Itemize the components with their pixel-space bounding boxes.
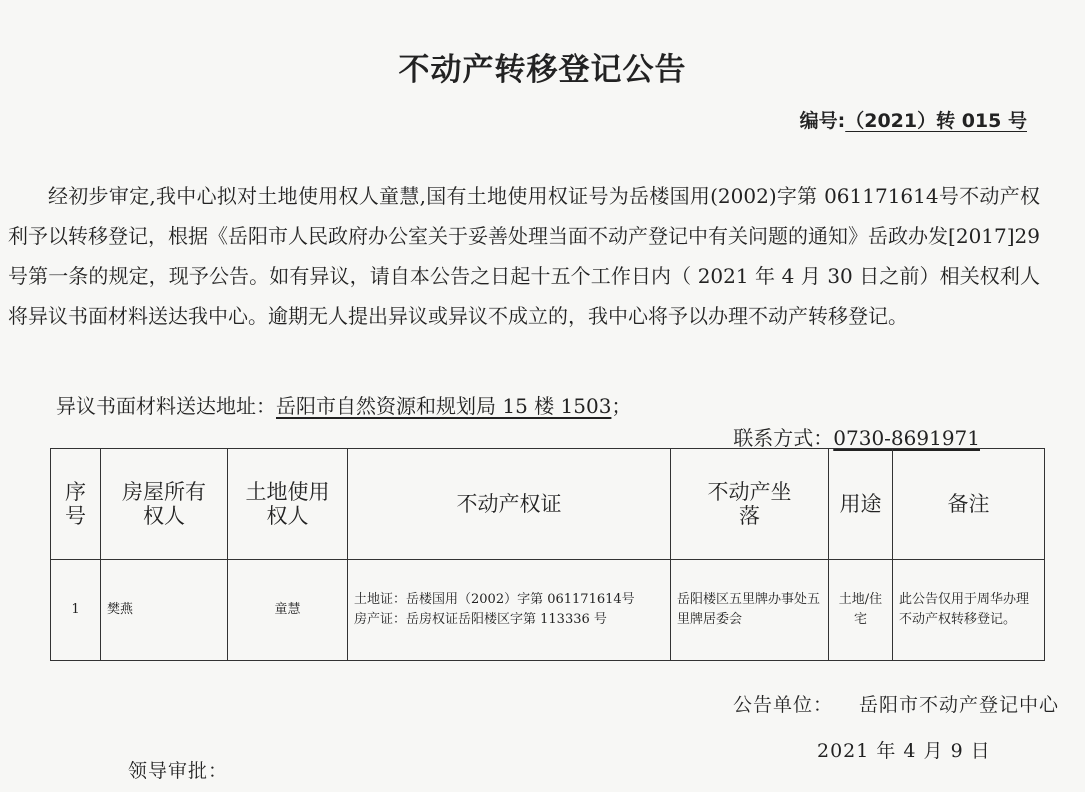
- cell-owner: 樊燕: [101, 560, 228, 661]
- table-row: [51, 560, 1045, 661]
- cell-seq: 1: [51, 560, 101, 661]
- page-title: 不动产转移登记公告: [398, 52, 687, 88]
- document-number-label: 编号:: [799, 110, 846, 132]
- objection-address: [56, 390, 631, 422]
- cell-cert: [348, 560, 671, 661]
- address-value: 岳阳市自然资源和规划局 15 楼 1503: [276, 394, 612, 418]
- cell-remark: 此公告仅用于周华办理不动产权转移登记。: [893, 560, 1045, 661]
- header-cert: 不动产权证: [348, 449, 671, 560]
- notice-body: [8, 176, 1040, 336]
- header-remark: 备注: [893, 449, 1045, 560]
- registration-table: [50, 448, 1045, 661]
- unit-label: 公告单位：: [733, 694, 834, 716]
- header-land-user: 土地使用权人: [228, 449, 348, 560]
- leader-approval-label: 领导审批：: [128, 760, 229, 782]
- address-label: 异议书面材料送达地址：: [56, 394, 276, 418]
- cell-land-user: 童慧: [228, 560, 348, 661]
- cell-usage: 土地/住宅: [829, 560, 893, 661]
- address-end: ；: [611, 394, 632, 418]
- cert-house: 房产证：岳房权证岳阳楼区字第 113336 号: [354, 612, 607, 627]
- table-header-row: [51, 449, 1045, 560]
- notice-date: 2021 年 4 月 9 日: [817, 740, 991, 762]
- header-location: 不动产坐落: [671, 449, 829, 560]
- cert-land: 土地证：岳楼国用（2002）字第 061171614号: [354, 592, 635, 607]
- unit-value: 岳阳市不动产登记中心: [859, 694, 1060, 716]
- header-usage: 用途: [829, 449, 893, 560]
- issuing-unit: [733, 690, 1059, 717]
- header-owner: 房屋所有权人: [101, 449, 228, 560]
- document-number-value: （2021）转 015 号: [845, 110, 1027, 132]
- header-seq: 序号: [51, 449, 101, 560]
- cell-location: 岳阳楼区五里牌办事处五里牌居委会: [671, 560, 829, 661]
- document-number: [800, 106, 1027, 133]
- contact-label: 联系方式：: [733, 426, 834, 450]
- contact-phone: 0730-8691971: [833, 426, 980, 450]
- notice-paragraph: 经初步审定,我中心拟对土地使用权人童慧,国有土地使用权证号为岳楼国用(2002)字第 061171614号不动产权利予以转移登记，根据《岳阳市人民政府办公室关于妥善处理当面不动产登记中有关问题的通知》岳政办发[2017]29 号第一条的规定，现予公告。如有异议，请自本公告之日起十五个工作日内（ 2021 年 4 月 30 日之前）相关权利人将异议书面材料送达我中心。逾期无人提出异议或异议不成立的，我中心将予以办理不动产转移登记。: [8, 184, 1040, 328]
